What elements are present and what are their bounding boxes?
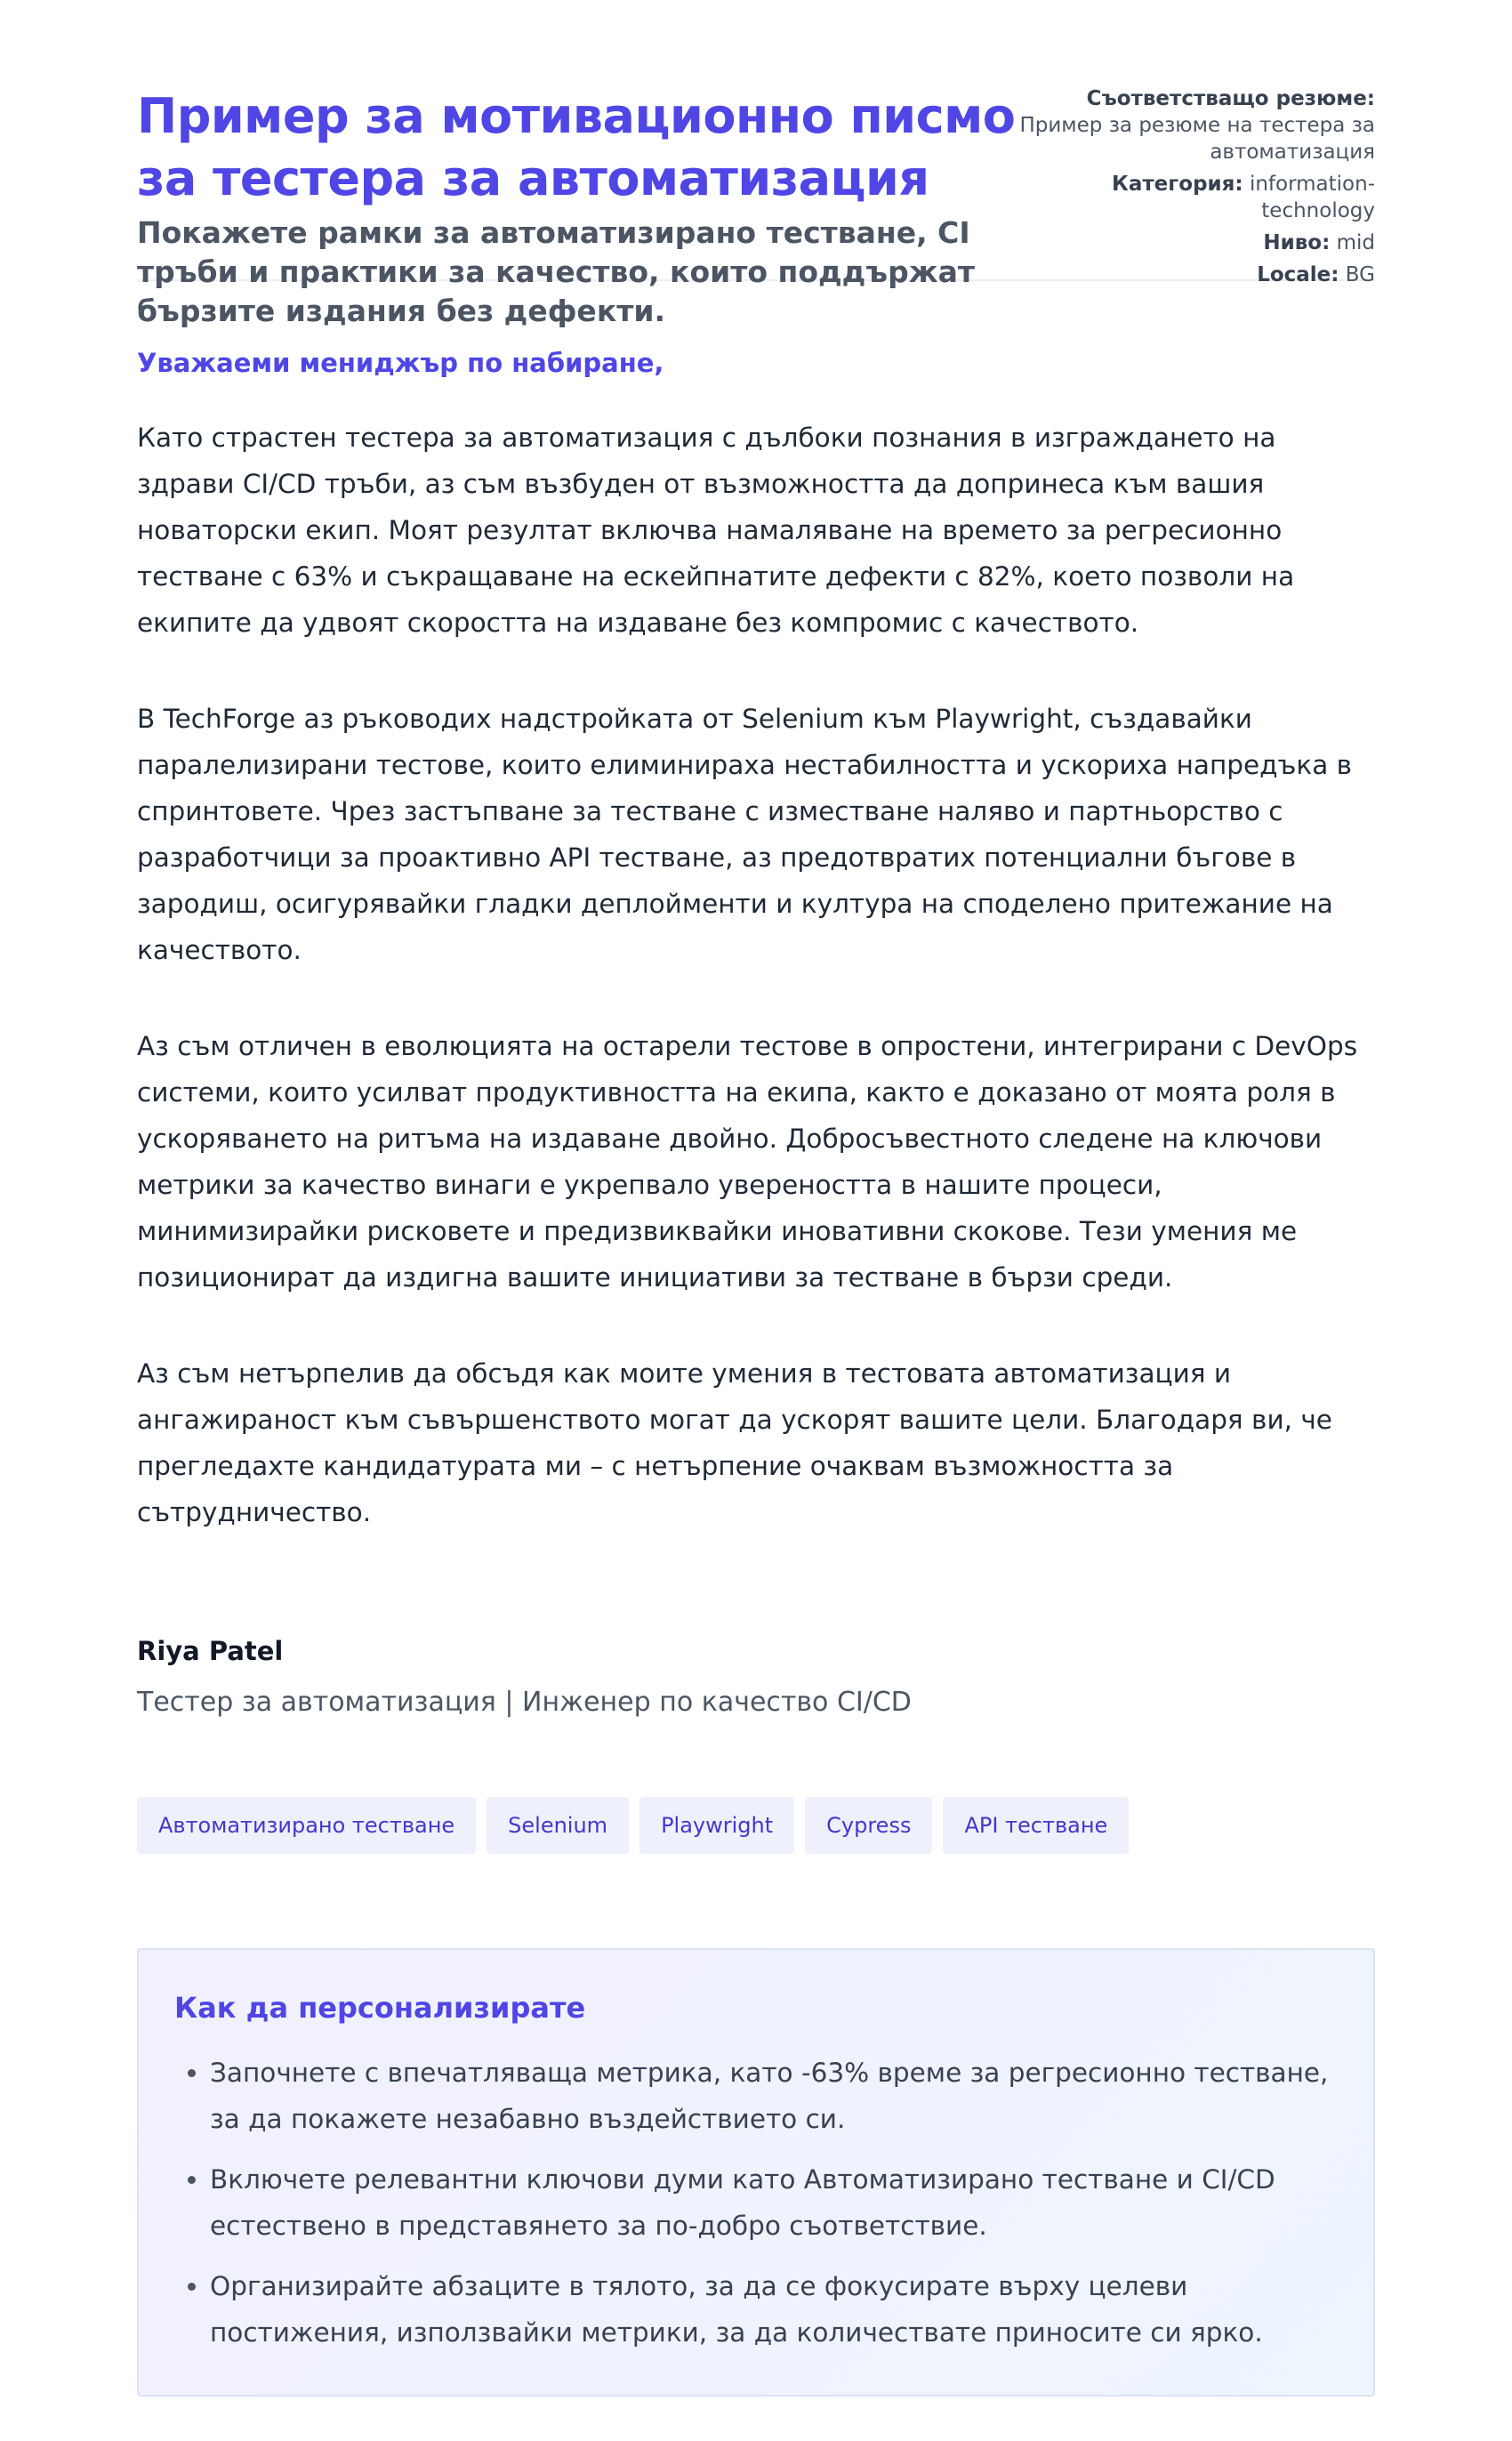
meta-level-value: mid <box>1336 231 1375 254</box>
letter-greeting: Уважаеми мениджър по набиране, <box>137 348 664 378</box>
meta-category-label: Категория: <box>1112 173 1243 196</box>
meta-resume-value[interactable]: Пример за резюме на тестера за автоматизация <box>1019 114 1375 164</box>
meta-level-label: Ниво: <box>1263 231 1331 254</box>
letter-paragraph-3: Аз съм отличен в еволюцията на остарели тестове в опростени, интегрирани с DevOps системи, които усилват продуктивността на екипа, както е доказано от моята роля в ускоряването на ритъма на издаване двойно. Добросъвестното следене на ключови метрики за качество винаги е укрепвало увереността в нашите процеси, минимизирайки рисковете и предизвиквайки иновативни скокове. Тези умения ме позиционират да издигна вашите инициативи за тестване в бързи среди. <box>137 1031 1358 1293</box>
skill-tag: Selenium <box>487 1797 629 1854</box>
meta-category <box>1001 171 1375 224</box>
meta-level <box>1001 230 1375 256</box>
meta-resume <box>1001 85 1375 165</box>
tips-title: Как да персонализирате <box>174 1991 586 2025</box>
letter-paragraph-4: Аз съм нетърпелив да обсъдя как моите умения в тестовата автоматизация и ангажираност към съвършенството могат да ускорят вашите цели. Благодаря ви, че прегледахте кандидатурата ми – с нетърпение очаквам възможността за сътрудничество. <box>137 1358 1332 1527</box>
letter-paragraph-2: В TechForge аз ръководих надстройката от Selenium към Playwright, създавайки паралелизирани тестове, които елиминираха нестабилността и ускориха напредъка в спринтовете. Чрез застъпване за тестване с изместване наляво и партньорство с разработчици за проактивно API тестване, аз предотвратих потенциални бъгове в зародиш, осигурявайки гладки деплойменти и култура на споделено притежание на качеството. <box>137 704 1353 965</box>
tips-list-item: • Започнете с впечатляваща метрика, като -63% време за регресионно тестване, за да покажете незабавно въздействието си. <box>210 2050 1338 2142</box>
letter-paragraph-1: Като страстен тестера за автоматизация с дълбоки познания в изграждането на здрави CI/CD тръби, аз съм възбуден от възможността да допринеса към вашия новаторски екип. Моят резултат включва намаляване на времето за регресионно тестване с 63% и съкращаване на ескейпнатите дефекти с 82%, което позволи на екипите да удвоят скоростта на издаване без компромис с качеството. <box>137 423 1295 638</box>
signature-role: Тестер за автоматизация | Инженер по качество CI/CD <box>137 1687 912 1718</box>
meta-locale-label: Locale: <box>1257 263 1339 286</box>
signature-name: Riya Patel <box>137 1636 284 1666</box>
skill-tag: API тестване <box>943 1797 1129 1854</box>
skill-tag: Playwright <box>639 1797 794 1854</box>
skill-tag: Cypress <box>805 1797 932 1854</box>
tips-list-item: • Включете релевантни ключови думи като Автоматизирано тестване и CI/CD естествено в представянето за по-добро съответствие. <box>210 2156 1338 2249</box>
meta-panel <box>1001 85 1375 294</box>
page-subtitle: Покажете рамки за автоматизирано тестване, CI тръби и практики за качество, които поддържат бързите издания без дефекти. <box>137 215 975 328</box>
meta-locale-value: BG <box>1345 263 1375 286</box>
skill-tag: Автоматизирано тестване <box>137 1797 476 1854</box>
meta-locale <box>1001 262 1375 288</box>
tips-list <box>174 2050 1338 2356</box>
personalization-tips <box>137 1948 1375 2397</box>
meta-category-value: information-technology <box>1249 173 1375 222</box>
meta-resume-label: Съответстващо резюме: <box>1086 87 1375 110</box>
tips-list-item: • Организирайте абзаците в тялото, за да се фокусирате върху целеви постижения, използвайки метрики, за да количествате приносите си ярко. <box>210 2263 1338 2356</box>
skill-tags <box>137 1797 1375 1854</box>
page-header <box>137 0 1375 328</box>
page-title: Пример за мотивационно писмо за тестера за автоматизация <box>137 88 1016 206</box>
